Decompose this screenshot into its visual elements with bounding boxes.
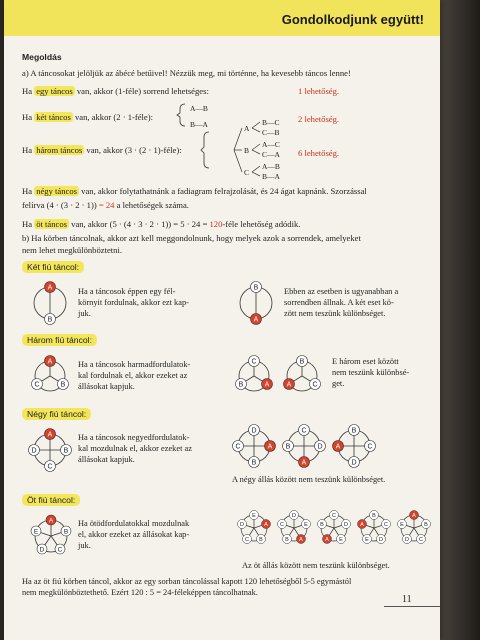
dancer-label: E: [365, 537, 369, 543]
section-title-two: Két fiú táncol:: [22, 261, 84, 273]
section-note-line: E három eset között: [332, 357, 399, 366]
dancer-label: A: [360, 522, 364, 528]
circle-three-rotations: [232, 352, 328, 396]
dancer-label: B: [60, 381, 66, 389]
circle-four-dancers: [26, 426, 74, 474]
dancer-label: B: [251, 459, 257, 467]
section-desc-line: el, akkor ezeket az állásokat kap-: [78, 530, 190, 539]
solution-heading: Megoldás: [22, 52, 62, 62]
row-two: Ha két táncos van, akkor (2 · 1-féle):: [22, 112, 153, 122]
circle-four-rotations: [230, 420, 380, 472]
intro-b1: b) Ha körben táncolnak, akkor azt kell meggondolnunk, hogy melyek azok a sorrendek, amelyeket: [22, 233, 361, 243]
section-desc-line: környit fordulnak, akkor ezt kap-: [78, 298, 189, 307]
dancer-label: D: [31, 447, 37, 455]
row-four-line2: felírva (4 · (3 · 2 · 1)) = 24 a lehetőségek száma.: [22, 200, 189, 210]
tree-three-root-a: A: [244, 124, 250, 133]
section-note-line: zött nem teszünk különbséget.: [284, 309, 386, 318]
dancer-label: B: [285, 537, 289, 543]
dancer-label: A: [267, 443, 273, 451]
dancer-label: A: [286, 381, 292, 389]
dancer-label: C: [280, 522, 284, 528]
dancer-label: B: [259, 537, 263, 543]
section-title-four: Négy fiú táncol:: [22, 408, 91, 420]
intro-a: a) A táncosokat jelöljük az ábécé betűivel! Nézzük meg, mi történne, ha kevesebb táncos lenne!: [22, 68, 351, 78]
dancer-label: C: [367, 443, 373, 451]
tree-three-leaf: B—A: [262, 172, 280, 181]
row-three-result: 6 lehetőség.: [298, 148, 340, 158]
footer-line1: Ha az öt fiú körben táncol, akkor az egy sorban táncolással kapott 120 lehetőségből 5-5 egymástól: [22, 577, 352, 586]
tree-three-leaf: C—B: [262, 128, 280, 137]
circle-five-rotations: [234, 504, 434, 554]
tree-three-root-b: B: [244, 146, 250, 155]
dancer-label: A: [335, 443, 341, 451]
section-caption: Az öt állás között nem teszünk különbséget.: [242, 561, 390, 570]
row-five: Ha öt táncos van, akkor (5 · (4 · 3 · 2 · 1)) = 5 · 24 = 120-féle lehetőség adódik.: [22, 219, 301, 229]
dancer-label: C: [235, 443, 241, 451]
dancer-label: B: [424, 522, 428, 528]
circle-two-dancers: [30, 280, 70, 326]
footer-rule: [384, 606, 440, 607]
dancer-label: A: [264, 522, 268, 528]
circle-two-rotated: [236, 280, 276, 326]
dancer-label: D: [379, 537, 383, 543]
section-desc-line: állásokat kapjuk.: [78, 455, 135, 464]
section-desc-line: juk.: [78, 309, 91, 318]
dancer-label: A: [299, 537, 303, 543]
dancer-label: A: [47, 431, 53, 439]
dancer-label: B: [63, 528, 69, 536]
dancer-label: B: [351, 427, 357, 435]
dancer-label: A: [47, 358, 53, 366]
section-note-line: Ebben az esetben is ugyanabban a: [284, 287, 399, 296]
intro-b2: nem lehet megkülönböztetni.: [22, 245, 122, 255]
dancer-label: A: [325, 537, 329, 543]
dancer-label: D: [351, 459, 357, 467]
section-caption: A négy állás között nem teszünk különbséget.: [232, 475, 386, 484]
dancer-label: B: [285, 443, 291, 451]
dancer-label: B: [299, 358, 305, 366]
section-desc-line: Ha a táncosok éppen egy fél-: [78, 287, 176, 296]
tree-three-leaf: A—C: [262, 140, 280, 149]
dancer-label: A: [264, 381, 270, 389]
section-note-line: get.: [332, 379, 345, 388]
tree-three-root-c: C: [244, 168, 250, 177]
book-edge: [440, 0, 480, 640]
tree-three-leaf: A—B: [262, 162, 280, 171]
page-number: 11: [402, 594, 412, 605]
dancer-label: D: [251, 427, 257, 435]
dancer-label: B: [238, 381, 244, 389]
tree-two-a: A—B: [190, 104, 208, 113]
dancer-label: C: [251, 358, 257, 366]
header-banner: [4, 0, 440, 36]
page-title: Gondolkodjunk együtt!: [281, 12, 424, 27]
tree-three-leaf: C—A: [262, 150, 280, 159]
dancer-label: D: [317, 443, 323, 451]
dancer-label: D: [39, 546, 45, 554]
circle-five-dancers: [26, 510, 76, 560]
dancer-label: C: [384, 522, 388, 528]
circle-three-dancers: [28, 352, 72, 396]
page: [4, 0, 440, 640]
dancer-label: C: [301, 427, 307, 435]
dancer-label: D: [344, 522, 348, 528]
dancer-label: B: [63, 447, 69, 455]
dancer-label: C: [245, 537, 249, 543]
dancer-label: A: [301, 459, 307, 467]
section-desc-line: Ha a táncosok harmadfordulatok-: [78, 360, 191, 369]
dancer-label: E: [400, 522, 404, 528]
row-four-line1: Ha négy táncos van, akkor folytathatnánk a fadiagram felrajzolását, és 24 ágat kapnánk. Szorzással: [22, 186, 367, 196]
dancer-label: C: [34, 381, 40, 389]
tree-three-brace: [204, 132, 214, 168]
dancer-label: C: [312, 381, 318, 389]
section-title-five: Öt fiú táncol:: [22, 494, 80, 506]
dancer-label: E: [252, 513, 256, 519]
footer-line2: nem megkülönböztethető. Ezért 120 : 5 = 24-féleképpen táncolhatnak.: [22, 588, 258, 597]
section-note-line: sorrendben állnak. A két eset kö-: [284, 298, 394, 307]
tree-two-b: B—A: [190, 120, 208, 129]
section-note-line: nem teszünk különbsé-: [332, 368, 410, 377]
tree-three-leaf: B—C: [262, 118, 280, 127]
dancer-label: B: [372, 513, 376, 519]
row-two-result: 2 lehetőség.: [298, 114, 340, 124]
dancer-label: D: [240, 522, 244, 528]
dancer-label: D: [405, 537, 409, 543]
dancer-label: C: [332, 513, 336, 519]
dancer-label: C: [57, 546, 63, 554]
dancer-label: E: [33, 528, 39, 536]
section-title-three: Három fiú táncol:: [22, 334, 97, 346]
dancer-label: A: [47, 284, 53, 292]
dancer-label: C: [47, 463, 53, 471]
dancer-label: B: [47, 316, 53, 324]
dancer-label: B: [253, 284, 259, 292]
section-desc-line: kal fordulnak el, akkor ezeket az: [78, 371, 188, 380]
dancer-label: E: [339, 537, 343, 543]
row-one: Ha egy táncos van, akkor (1-féle) sorrend lehetséges:: [22, 86, 209, 96]
dancer-label: A: [48, 517, 54, 525]
section-desc-line: állásokat kapjuk.: [78, 382, 135, 391]
section-desc-line: juk.: [78, 541, 91, 550]
row-three: Ha három táncos van, akkor (3 · (2 · 1)-féle):: [22, 145, 182, 155]
dancer-label: E: [304, 522, 308, 528]
row-one-result: 1 lehetőség.: [298, 86, 340, 96]
section-desc-line: Ha a táncosok negyedfordulatok-: [78, 433, 190, 442]
section-desc-line: Ha ötödfordulatokkal mozdulnak: [78, 519, 190, 528]
dancer-label: D: [292, 513, 296, 519]
dancer-label: A: [412, 513, 416, 519]
dancer-label: B: [320, 522, 324, 528]
section-desc-line: kal mozdulnak el, akkor ezeket az: [78, 444, 192, 453]
dancer-label: C: [419, 537, 423, 543]
dancer-label: A: [253, 316, 259, 324]
